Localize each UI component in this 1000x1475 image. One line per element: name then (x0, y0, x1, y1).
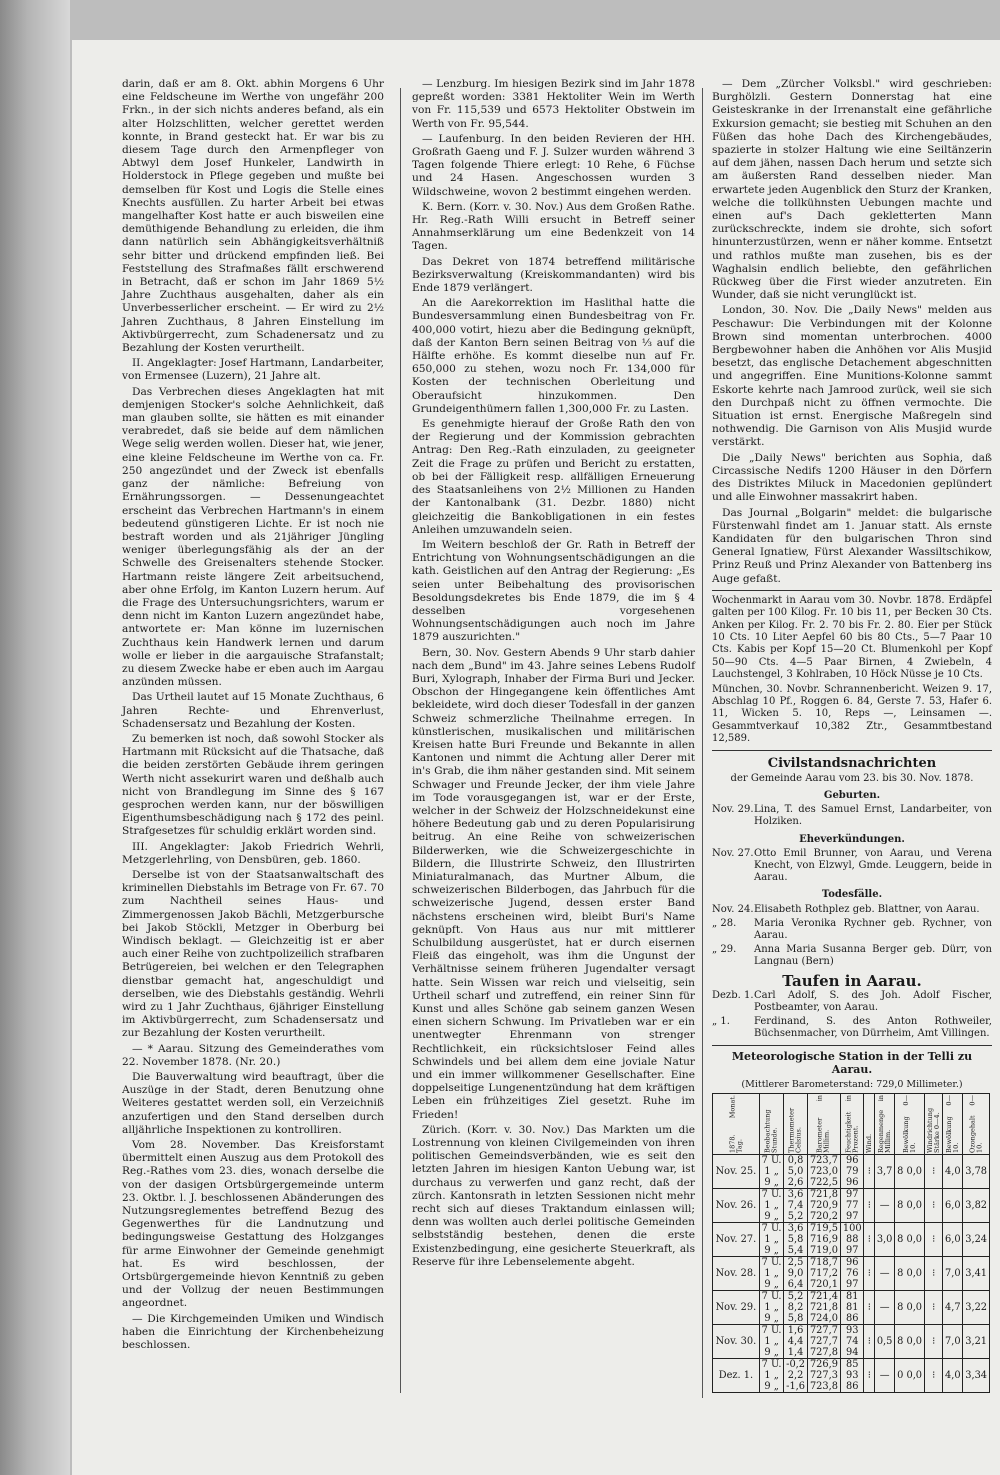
weather-row (713, 1359, 990, 1393)
weather-cell-w1: 8 0,0 (895, 1291, 925, 1325)
weather-cell-rain: — (875, 1291, 895, 1325)
hartmann-verdict: Das Urtheil lautet auf 15 Monate Zuchthaus, 6 Jahren Rechte- und Ehrenverlust, Schadensersatz und Bezahlung der Kosten. (122, 691, 384, 730)
wind-marks: ⁝ (864, 1155, 875, 1189)
weather-cell-baro: 726,9 727,3 723,8 (807, 1359, 840, 1393)
wind-marks: ⁝ (925, 1155, 943, 1189)
weather-cell-w2: 4,0 (943, 1155, 963, 1189)
lenzburg-news: — Lenzburg. Im hiesigen Bezirk sind im Jahr 1878 gepreßt worden: 3381 Hektoliter Wein im Werth von Fr. 115,539 und 6573 Hektoliter Obstwein im Werth von Fr. 95,544. (412, 78, 695, 130)
column-2 (412, 78, 695, 1271)
death-entry (712, 904, 992, 916)
header-cloud: Bewölkung 0—10. (895, 1094, 925, 1155)
weather-cell-temp: 1,6 4,4 1,4 (784, 1325, 807, 1359)
weather-table-header (713, 1094, 990, 1155)
weather-cell-rain: 0,5 (875, 1325, 895, 1359)
weather-cell-w1: 8 0,0 (895, 1257, 925, 1291)
bolgarin-news: Das Journal „Bolgarin" meldet: die bulgarische Fürstenwahl findet am 1. Januar statt. Als ernste Kandidaten für den bulgarischen Thron sind General Ignatiew, Fürst Alexander Wassiltschikow, Prinz Reuß und Prinz Alexander von Battenberg ins Auge gefaßt. (712, 506, 992, 585)
entry-text: Elisabeth Rothplez geb. Blattner, von Aarau. (754, 903, 980, 915)
entry-text: Carl Adolf, S. des Joh. Adolf Fischer, Postbeamter, von Aarau. (754, 989, 992, 1014)
entry-text: Lina, T. des Samuel Ernst, Landarbeiter, von Holziken. (754, 804, 992, 828)
weather-cell-temp: 0,8 5,0 2,6 (784, 1155, 807, 1189)
entry-date: Nov. 27. (712, 847, 754, 859)
column-rule-1 (400, 88, 401, 1393)
header-wind-direction: Windrichtung Stärke 0—4. (925, 1094, 943, 1155)
sophia-news: Die „Daily News" berichten aus Sophia, daß Circassische Nedifs 1200 Häuser in den Dörfern des Distriktes Miluck in Macedonien geplündert und alle Einwohner massakrirt haben. (712, 451, 992, 504)
wind-marks: ⁝ (925, 1325, 943, 1359)
weather-row (713, 1155, 990, 1189)
wind-marks: ⁝ (925, 1189, 943, 1223)
weather-cell-day: Nov. 29. (713, 1291, 760, 1325)
aarau-market-report: Wochenmarkt in Aarau vom 30. Novbr. 1878. Erdäpfel galten per 100 Kilog. Fr. 10 bis 11, per Becken 30 Cts. Anken per Kilog. Fr. 2. 70 bis Fr. 2. 80. Eier per Stück 10 Cts. 10 Liter Aepfel 60 bis 80 Cts., 5—7 Paar 10 Cts. Kabis per Kopf 15—20 Ct. Blumenkohl per Kopf 50—90 Cts. 4—5 Paar Birnen, 4 Zwiebeln, 4 Lauchstengel, 3 Kohlraben, 10 Höck Nüsse je 10 Cts. (712, 594, 992, 681)
weather-cell-hum: 85 93 86 (841, 1359, 864, 1393)
burgholzli-news: — Dem „Zürcher Volksbl." wird geschrieben: Burghölzli. Gestern Donnerstag hat eine Geisteskranke in der Irrenanstalt eine gefährliche Exkursion gemacht; sie bestieg mit Schuhen an den Füßen das hohe Dach des Kirchengebäudes, spazierte in stolzer Haltung wie eine Seiltänzerin auf dem jähen, nassen Dach herum und setzte sich am äußersten Rand desselben nieder. Man erwartete jeden Augenblick den Sturz der Kranken, welche die tollkühnsten Uebungen machte und einen auf's Dach gekletterten Mann zurückschreckte, indem sie drohte, sich sofort hinunterzustürzen, wenn er näher komme. Entsetzt und rathlos mußte man zusehen, bis es der Waghalsin endlich beliebte, den gefährlichen Rückweg über die First wieder anzutreten. Ein Wunder, daß sie nicht verunglückt ist. (712, 78, 992, 302)
weather-cell-rain: 3,0 (875, 1223, 895, 1257)
council-session-heading: — * Aarau. Sitzung des Gemeinderathes vom 22. November 1878. (Nr. 20.) (122, 1042, 384, 1068)
weather-cell-baro: 727,7 727,7 727,8 (807, 1325, 840, 1359)
weather-cell-ozon: 3,41 (963, 1257, 990, 1291)
baptism-entry (712, 990, 992, 1014)
weather-cell-day: Nov. 28. (713, 1257, 760, 1291)
wind-marks: ⁝ (864, 1257, 875, 1291)
scan-edge (0, 0, 70, 1475)
marriage-entry (712, 848, 992, 885)
church-heating-note: — Die Kirchgemeinden Umiken und Windisch haben die Einrichtung der Kirchenbeheizung beschlossen. (122, 1312, 384, 1352)
weather-cell-baro: 719,5 716,9 719,0 (807, 1223, 840, 1257)
weather-cell-hum: 100 88 97 (841, 1223, 864, 1257)
wind-marks: ⁝ (925, 1257, 943, 1291)
weather-row (713, 1189, 990, 1223)
weather-cell-hum: 96 76 97 (841, 1257, 864, 1291)
weather-cell-w1: 8 0,0 (895, 1325, 925, 1359)
weather-cell-baro: 721,4 721,8 724,0 (807, 1291, 840, 1325)
weather-station-title: Meteorologische Station in der Telli zu Aarau. (731, 1049, 973, 1076)
weather-row (713, 1257, 990, 1291)
weather-cell-temp: -0,2 2,2 -1,6 (784, 1359, 807, 1393)
entry-text: Otto Emil Brunner, von Aarau, und Verena Knecht, von Elzwyl, Gmde. Leuggern, beide in Aarau. (754, 847, 992, 884)
building-admin-note: Die Bauverwaltung wird beauftragt, über die Auszüge in der Stadt, deren Benutzung ohne Weiteres gestattet werden soll, ein Verzeichniß anzufertigen und den Stand derselben durch alljährliche Inspektionen zu kontrolliren. (122, 1071, 384, 1136)
weather-cell-hours: 7 U. 1 „ 9 „ (759, 1223, 784, 1257)
death-entry (712, 918, 992, 942)
weather-cell-hours: 7 U. 1 „ 9 „ (759, 1257, 784, 1291)
header-rain: Regenmenge in Millim. (875, 1094, 895, 1155)
weather-station-subtitle: (Mittlerer Barometerstand: 729,0 Millimeter.) (741, 1079, 963, 1091)
entry-text: Anna Maria Susanna Berger geb. Dürr, von Langnau (Bern) (754, 944, 992, 968)
weather-cell-w2: 4,7 (943, 1291, 963, 1325)
weather-cell-hum: 96 79 96 (841, 1155, 864, 1189)
weather-cell-hum: 93 74 94 (841, 1325, 864, 1359)
weather-cell-rain: 3,7 (875, 1155, 895, 1189)
header-cloud-2: Bewölkung 0—10. (943, 1094, 963, 1155)
weather-cell-day: Nov. 26. (713, 1189, 760, 1223)
weather-cell-temp: 3,6 5,8 5,4 (784, 1223, 807, 1257)
weather-cell-rain: — (875, 1257, 895, 1291)
header-barometer: Barometer in Millim. (807, 1094, 840, 1155)
weather-cell-ozon: 3,22 (963, 1291, 990, 1325)
weather-cell-hum: 81 81 86 (841, 1291, 864, 1325)
defendant-hartmann: II. Angeklagter: Josef Hartmann, Landarbeiter, von Ermensee (Luzern), 21 Jahre alt. (122, 357, 384, 383)
weather-cell-w1: 8 0,0 (895, 1223, 925, 1257)
weather-cell-temp: 3,6 7,4 5,2 (784, 1189, 807, 1223)
weather-cell-ozon: 3,21 (963, 1325, 990, 1359)
forest-office-note: Vom 28. November. Das Kreisforstamt übermittelt einen Auszug aus dem Protokoll des Reg.-Rathes vom 23. dies, wonach derselbe die von der dasigen Ortsbürgergemeinde unterm 23. Oktbr. l. J. beschlossenen Abänderungen des Nutzungsreglementes betreffend Bezug des Gegenwerthes für die Landnutzung und bedingungsweise Gestattung des Holzganges für arme Einwohner der Gemeinde genehmigt hat. Es wird beschlossen, der Ortsbürgergemeinde hievon Kenntniß zu geben und der Vollzug der neuen Bestimmungen angeordnet. (122, 1139, 384, 1310)
weather-cell-ozon: 3,78 (963, 1155, 990, 1189)
baptisms-title: Taufen in Aarau. (782, 971, 922, 990)
baptism-entry (712, 1016, 992, 1040)
newspaper-page (72, 40, 1000, 1475)
hartmann-crime: Das Verbrechen dieses Angeklagten hat mit demjenigen Stocker's solche Aehnlichkeit, daß man glauben sollte, sie hätten es mit einander verabredet, daß sie beide auf dem nämlichen Wege selig werden wollen. Dieser hat, wie jener, eine kleine Feldscheune im Werthe von ca. Fr. 250 angezündet und der Zweck ist ebenfalls ganz der nämliche: Befreiung von Ernährungssorgen. — Dessenungeachtet erscheint das Verbrechen Hartmann's in einem bedeutend günstigeren Lichte. Er ist noch nie bestraft worden und als 21jähriger Jüngling weniger überlegungsfähig als der an der Schwelle des Greisenalters stehende Stocker. Hartmann reiste längere Zeit arbeitsuchend, aber ohne Erfolg, im Kanton Luzern herum. Auf die Frage des Untersuchungsrichters, warum er denn nicht im Kanton Luzern angezündet habe, antwortete er: Man könne im luzernischen Zuchthaus kein Handwerk lernen und darum wolle er lieber in die aargauische Strafanstalt; zu diesem Zwecke habe er eben auch im Aargau anzünden müssen. (122, 385, 384, 689)
weather-cell-rain: — (875, 1189, 895, 1223)
wehrli-crime: Derselbe ist von der Staatsanwaltschaft des kriminellen Diebstahls im Betrage von Fr. 67. 70 zum Nachtheil seines Haus- und Zimmergenossen Jakob Bächli, Metzgerbursche bei Jakob Stöckli, Metzger in Oberburg bei Windisch beklagt. — Gleichzeitig ist er aber auch einer Reihe von zuchtpolizeilich strafbaren Betrügereien, bei welchen er den Telegraphen dienstbar gemacht hat, angeschuldigt und derselben, wie des Diebstahls geständig. Wehrli wird zu 1 Jahr Zuchthaus, 6jähriger Einstellung im Aktivbürgerrecht, zum Schadensersatz und zur Bezahlung der Kosten verurtheilt. (122, 868, 384, 1040)
header-thermometer: Thermometer Celsius. (784, 1094, 807, 1155)
weather-cell-ozon: 3,82 (963, 1189, 990, 1223)
weather-cell-w2: 6,0 (943, 1189, 963, 1223)
wind-marks: ⁝ (925, 1291, 943, 1325)
civil-registry-subtitle: der Gemeinde Aarau vom 23. bis 30. Nov. 1878. (730, 772, 974, 784)
weather-cell-w2: 6,0 (943, 1223, 963, 1257)
zurich-news: Zürich. (Korr. v. 30. Nov.) Das Markten um die Lostrennung von kleinen Civilgemeinden von ihren politischen Gemeindsverbänden, wie es seit den letzten Jahren im hiesigen Kanton Uebung war, ist durchaus zu verwerfen und ganz recht, daß der zürch. Kantonsrath in letzten Sessionen nicht mehr recht sich auf dieses Traktandum einlassen will; denn was wollten auch derlei politische Gemeinden selbstständig bestehen, denen die erste Existenzbedingung, eine gesicherte Steuerkraft, als Reserve für ihre Lebenselemente abgeht. (412, 1123, 695, 1268)
legal-remark: Zu bemerken ist noch, daß sowohl Stocker als Hartmann mit Rücksicht auf die Thatsache, daß die beiden zerstörten Gebäude ihrem geringen Werth nicht assekurirt waren und deßhalb auch nicht von Brandlegung im Sinne des § 167 gesprochen werden kann, nur der böswilligen Eigenthumsbeschädigung nach § 172 des peinl. Strafgesetzes für schuldig erklärt worden sind. (122, 732, 384, 838)
weather-cell-temp: 5,2 8,2 5,8 (784, 1291, 807, 1325)
weather-cell-ozon: 3,34 (963, 1359, 990, 1393)
wind-marks: ⁝ (925, 1359, 943, 1393)
column-rule-2 (702, 88, 703, 1398)
birth-entry (712, 804, 992, 828)
weather-cell-day: Dez. 1. (713, 1359, 760, 1393)
weather-cell-w2: 7,0 (943, 1325, 963, 1359)
wind-marks: ⁝ (864, 1223, 875, 1257)
weather-row (713, 1291, 990, 1325)
clergy-housing-news: Im Weitern beschloß der Gr. Rath in Betreff der Entrichtung von Wohnungsentschädigungen an die kath. Geistlichen auf den Antrag der Regierung: „Es seien unter Beibehaltung des provisorischen Besoldungsdekretes bis Ende 1879, die im § 4 desselben vorgesehenen Wohnungsentschädigungen auch noch im Jahre 1879 auszurichten." (412, 538, 695, 644)
weather-cell-day: Nov. 30. (713, 1325, 760, 1359)
weather-cell-hours: 7 U. 1 „ 9 „ (759, 1155, 784, 1189)
civil-registry-title: Civilstandsnachrichten (767, 755, 937, 771)
births-heading: Geburten. (823, 790, 881, 801)
weather-cell-w2: 4,0 (943, 1359, 963, 1393)
header-ozone: Ozongehalt 0—10. (963, 1094, 990, 1155)
entry-date: „ 29. (712, 944, 737, 956)
weather-cell-hours: 7 U. 1 „ 9 „ (759, 1325, 784, 1359)
laufenburg-news: — Laufenburg. In den beiden Revieren der HH. Großrath Gaeng und F. J. Sulzer wurden während 3 Tagen folgende Thiere erlegt: 10 Rehe, 6 Füchse und 24 Hasen. Angeschossen wurden 3 Wildschweine, wovon 2 bestimmt eingehen werden. (412, 132, 695, 198)
london-news: London, 30. Nov. Die „Daily News" melden aus Peschawur: Die Verbindungen mit der Kolonne Brown sind momentan unterbrochen. 4000 Bergbewohner haben die Anhöhen vor Alis Musjid besetzt, das englische Detachement abgeschnitten und angegriffen. Eine Munitions-Kolonne sammt Eskorte kehrte nach Jamrood zurück, weil sie sich den Durchpaß nicht zu öffnen vermochte. Die Situation ist ernst. Energische Maßregeln sind nothwendig. Die Garnison von Alis Musjid wurde verstärkt. (712, 304, 992, 449)
weather-cell-w1: 8 0,0 (895, 1189, 925, 1223)
wind-marks: ⁝ (864, 1359, 875, 1393)
header-hour: Beobachtung Stunde. (759, 1094, 784, 1155)
divider (712, 590, 992, 591)
weather-cell-temp: 2,5 9,0 6,4 (784, 1257, 807, 1291)
buri-obituary: Bern, 30. Nov. Gestern Abends 9 Uhr starb dahier nach dem „Bund" im 43. Jahre seines Lebens Rudolf Buri, Xylograph, Inhaber der Firma Buri und Jecker. Obschon der Hingegangene kein öffentliches Amt bekleidete, wird doch dieser Todesfall in der ganzen Schweiz schmerzliche Theilnahme erregen. In künstlerischen, musikalischen und militärischen Kreisen hatte Buri Freunde und Bekannte in allen Kantonen und nimmt die Achtung aller Derer mit in's Grab, die ihm näher gestanden sind. Mit seinem Schwager und Freunde Jecker, der ihm viele Jahre im Tode vorausgegangen ist, war er der Erste, welcher in der Schweiz der Holzschneidekunst eine höhere Bedeutung gab und zu deren Popularisirung beitrug. An eine Reihe von schweizerischen Bilderwerken, wie die Schweizergeschichte in Bildern, die Illustrirte Schweiz, den Illustrirten Miniaturalmanach, das Murtner Album, die schweizerischen Bilderbogen, das Jahrbuch für die schweizerische Jugend, dessen erster Band nächstens erscheinen wird, bleibt Buri's Name geknüpft. Von Haus aus nur mit mittlerer Schulbildung ausgerüstet, hat er durch eisernen Fleiß das eingeholt, was ihm die Ungunst der Verhältnisse seinem früheren Jugendalter versagt hatte. Sein Wissen war reich und vielseitig, sein Urtheil scharf und zutreffend, ein reiner Sinn für Kunst und alles Schöne gab seinem ganzen Wesen einen sichern Schwung. Im Privatleben war er ein unentwegter Ehrenmann von strenger Rechtlichkeit, ein rücksichtsloser Feind alles Schwindels und bei allem dem eine joviale Natur und ein immer willkommener Gesellschafter. Eine doppelseitige Lungenentzündung hat dem kräftigen Leben ein frühzeitiges Ziel gesetzt. Ruhe im Frieden! (412, 646, 695, 1121)
weather-cell-baro: 718,7 717,2 720,1 (807, 1257, 840, 1291)
entry-date: Dezb. 1. (712, 989, 754, 1001)
bern-council-news: K. Bern. (Korr. v. 30. Nov.) Aus dem Großen Rathe. Hr. Reg.-Rath Willi ersucht in Betreff seiner Annahmserklärung um eine Bedenkzeit von 14 Tagen. (412, 200, 695, 253)
marriages-heading: Eheverkündungen. (799, 833, 905, 845)
weather-cell-day: Nov. 27. (713, 1223, 760, 1257)
wind-marks: ⁝ (925, 1223, 943, 1257)
weather-row (713, 1325, 990, 1359)
weather-cell-ozon: 3,24 (963, 1223, 990, 1257)
entry-text: Ferdinand, S. des Anton Rothweiler, Büchsenmacher, von Dürrheim, Amt Villingen. (754, 1016, 992, 1040)
weather-cell-hours: 7 U. 1 „ 9 „ (759, 1359, 784, 1393)
weather-row (713, 1223, 990, 1257)
defendant-wehrli: III. Angeklagter: Jakob Friedrich Wehrli, Metzgerlehrling, von Densbüren, geb. 1860. (122, 840, 384, 866)
entry-date: Nov. 24. (712, 903, 754, 915)
weather-cell-baro: 723,7 723,0 722,5 (807, 1155, 840, 1189)
entry-date: „ 1. (712, 1016, 730, 1028)
wind-marks: ⁝ (864, 1189, 875, 1223)
court-report-stocker: darin, daß er am 8. Okt. abhin Morgens 6 Uhr eine Feldscheune im Werthe von ungefähr 200 Frkn., in der sich nichts anderes befand, als ein alter Holzschlitten, welcher gerettet werden konnte, in Brand gesteckt hat. Er war bis zu diesem Tage durch den Armenpfleger von Abtwyl dem Josef Hunkeler, Landwirth in Holderstock in Pflege gegeben und mußte bei demselben für Kost und Logis die Stelle eines Knechts ausfüllen. Zu harter Arbeit bei etwas mangelhafter Kost hatte er auch bisweilen eine demüthigende Behandlung zu erleiden, die ihm dann natürlich sein Abhängigkeitsverhältniß sehr bitter und drückend empfinden ließ. Bei Feststellung des Strafmaßes fällt erschwerend in Betracht, daß er schon im Jahr 1869 5½ Jahre Zuchthaus ausgehalten, daher als ein Unverbesserlicher erscheint. — Er wird zu 2½ Jahren Zuchthaus, 8 Jahren Einstellung im Aktivbürgerrecht, zum Schadenersatz und zu Bezahlung der Kosten verurtheilt. (122, 78, 384, 355)
entry-date: „ 28. (712, 917, 737, 929)
header-date: 1878. Monat. Tag. (713, 1094, 760, 1155)
weather-cell-w1: 8 0,0 (895, 1155, 925, 1189)
aare-correction-news: An die Aarekorrektion im Haslithal hatte die Bundesversammlung einen Bundesbeitrag von Fr. 400,000 votirt, hiezu aber die Bedingung geknüpft, daß der Kanton Bern seinen Beitrag von ⅓ auf die Hälfte erhöhe. Es kommt dieselbe nun auf Fr. 650,000 zu stehen, wozu noch Fr. 134,000 für Kosten der technischen Oberleitung und Oberaufsicht hinzukommen. Den Grundeigenthümern fallen 1,300,000 Fr. zu Lasten. (412, 297, 695, 415)
divider (712, 750, 992, 751)
entry-text: Maria Veronika Rychner geb. Rychner, von Aarau. (754, 917, 992, 942)
weather-cell-hum: 97 77 97 (841, 1189, 864, 1223)
column-1 (122, 78, 384, 1354)
column-3 (712, 78, 992, 1393)
weather-cell-w2: 7,0 (943, 1257, 963, 1291)
weather-cell-w1: 0 0,0 (895, 1359, 925, 1393)
header-wind: Wind. (864, 1094, 875, 1155)
weather-cell-day: Nov. 25. (713, 1155, 760, 1189)
weather-cell-hours: 7 U. 1 „ 9 „ (759, 1189, 784, 1223)
weather-table-body (713, 1155, 990, 1393)
weather-cell-hours: 7 U. 1 „ 9 „ (759, 1291, 784, 1325)
wind-marks: ⁝ (864, 1291, 875, 1325)
military-decree-news: Das Dekret von 1874 betreffend militärische Bezirksverwaltung (Kreiskommandanten) wird bis Ende 1879 verlängert. (412, 255, 695, 295)
entry-date: Nov. 29. (712, 804, 754, 816)
death-entry (712, 944, 992, 968)
munich-market-report: München, 30. Novbr. Schrannenbericht. Weizen 9. 17, Abschlag 10 Pf., Roggen 6. 84, Gerste 7. 53, Hafer 6. 11, Wicken 5. 10, Reps —, Leinsamen —. Gesammtverkauf 10,382 Ztr., Gesammtbestand 12,589. (712, 683, 992, 745)
wind-marks: ⁝ (864, 1325, 875, 1359)
state-loan-news: Es genehmigte hierauf der Große Rath den von der Regierung und der Kommission gebrachten Antrag: Den Reg.-Rath einzuladen, zu geeigneter Zeit die Frage zu prüfen und Bericht zu erstatten, ob bei der Fälligkeit resp. allfälligen Erneuerung des Staatsanleihens von 2½ Millionen zu Handen der Kantonalbank (31. Dezbr. 1880) nicht gleichzeitig die Bankobligationen in ein festes Anleihen umzuwandeln seien. (412, 418, 695, 536)
header-humidity: Feuchtigkeit in Prozent. (841, 1094, 864, 1155)
weather-cell-baro: 721,8 720,9 720,2 (807, 1189, 840, 1223)
deaths-heading: Todesfälle. (821, 889, 883, 901)
divider (712, 1045, 992, 1046)
weather-cell-rain: — (875, 1359, 895, 1393)
weather-table (712, 1093, 990, 1393)
